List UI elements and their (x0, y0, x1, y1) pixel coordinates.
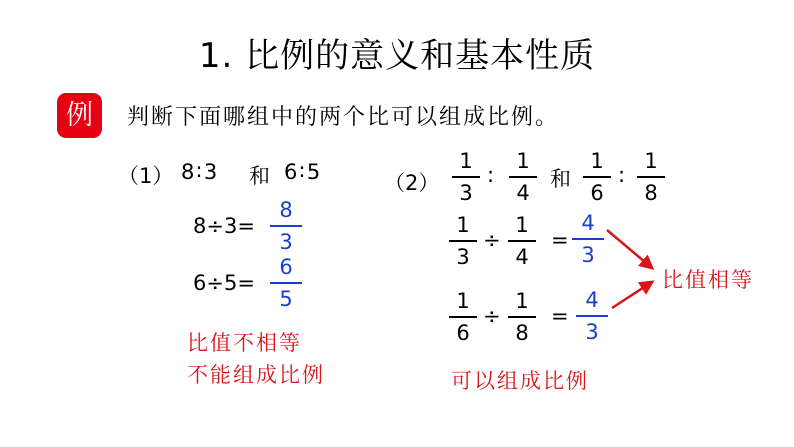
ratio-separator: : (618, 163, 626, 187)
arrow-down-right (607, 230, 652, 268)
numerator: 6 (279, 255, 293, 279)
denominator: 3 (279, 230, 293, 254)
part1-ratio-b: 6∶5 (284, 160, 323, 184)
part1-and: 和 (249, 164, 272, 188)
question-text: 判断下面哪组中的两个比可以组成比例。 (127, 105, 560, 130)
numerator: 4 (585, 288, 599, 312)
part1-conclusion-2: 不能组成比例 (187, 363, 325, 387)
denominator: 3 (585, 320, 599, 344)
denominator: 3 (456, 245, 470, 269)
divide-sign: ÷ (483, 228, 501, 252)
equals-sign: = (551, 304, 569, 328)
numerator: 1 (644, 149, 658, 173)
part1-expr-2: 6÷5= (193, 271, 255, 295)
numerator: 1 (515, 213, 529, 237)
part1-conclusion-1: 比值不相等 (187, 331, 302, 355)
equals-sign: = (551, 228, 569, 252)
part1-expr-1: 8÷3= (193, 214, 255, 238)
part1-label: （1） (118, 164, 174, 188)
example-badge: 例 (57, 93, 102, 138)
part2-and: 和 (550, 167, 571, 191)
denominator: 3 (581, 243, 595, 267)
numerator: 1 (590, 149, 604, 173)
denominator: 5 (279, 287, 293, 311)
numerator: 8 (279, 198, 293, 222)
part2-label: （2） (384, 171, 440, 195)
denominator: 6 (590, 181, 604, 205)
denominator: 4 (515, 245, 529, 269)
part2-conclusion: 可以组成比例 (451, 369, 589, 393)
page-title: 1. 比例的意义和基本性质 (198, 36, 596, 76)
denominator: 4 (516, 181, 530, 205)
denominator: 8 (515, 321, 529, 345)
arrow-up-right (612, 282, 652, 308)
numerator: 1 (459, 149, 473, 173)
denominator: 6 (456, 321, 470, 345)
part1-ratio-a: 8∶3 (181, 160, 220, 184)
numerator: 1 (516, 149, 530, 173)
numerator: 1 (456, 289, 470, 313)
ratio-separator: : (487, 163, 495, 187)
numerator: 1 (515, 289, 529, 313)
numerator: 1 (456, 213, 470, 237)
part2-equal-label: 比值相等 (662, 268, 754, 292)
numerator: 4 (581, 211, 595, 235)
denominator: 8 (644, 181, 658, 205)
divide-sign: ÷ (483, 304, 501, 328)
denominator: 3 (459, 181, 473, 205)
